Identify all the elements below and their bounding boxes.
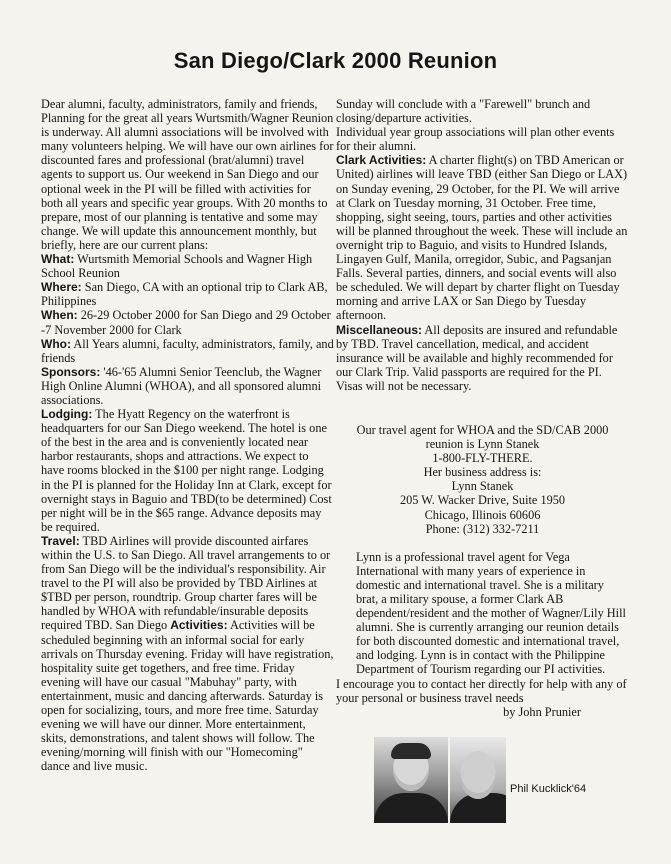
- lodging-item: [41, 407, 334, 534]
- what-label: What:: [41, 252, 75, 267]
- activities-text: Activities will be scheduled beginning with an informal social for early arrivals on Thursday evening. Friday will have registration, hospitality suite get togethers, and free time. Friday evening will have our casual "Mabuhay" party, with entertainment, music and dancing afterwards. Saturday is open for socializing, tours, and more free time. Saturday evening we will have our dinner. More entertainment, skits, demonstrations, and talent shows will follow. The evening/morning will finish with our "Homecoming" dance and live music.: [41, 618, 334, 774]
- agent-street: 205 W. Wacker Drive, Suite 1950: [399, 493, 566, 508]
- clark-label: Clark Activities:: [336, 153, 427, 168]
- photo-face: [460, 751, 496, 799]
- portrait-photo-current: [450, 737, 506, 823]
- who-label: Who:: [41, 336, 71, 351]
- travel-text: TBD Airlines will provide discounted airfares within the U.S. to San Diego. All travel arrangements to or from San Diego will be the individual's responsibility. Air travel to the PI will also be provided by TBD Airlines at $TBD per person, roundtrip. Group charter fares will be handled by WHOA with refundable/insurable deposits required TBD. San Diego: [41, 533, 331, 633]
- photo-suit: [374, 793, 448, 823]
- agent-line: Her business address is:: [423, 465, 542, 480]
- travel-label: Travel:: [41, 533, 80, 548]
- misc-text: All deposits are insured and refundable by TBD. Travel cancellation, medical, and accident insurance will be available and highly recommended for our Clark Trip. Valid passports are required for the PI. Visas will not be necessary.: [336, 322, 618, 393]
- when-text: 26-29 October 2000 for San Diego and 29 October -7 November 2000 for Clark: [41, 308, 331, 337]
- intro-paragraph: Planning for the great all years Wurtsmith/Wagner Reunion is underway. All alumni associations will be involved with many volunteers helping. We will have our own airlines for discounted fares and professional (brat/alumni) travel agents to support us. Our weekend in San Diego and our optional week in the PI will be filled with activities for both all years and specific year groups. With 20 months to prepare, most of our planning is tentative and some may change. We will update this announcement monthly, but briefly, here are our current plans:: [41, 111, 334, 252]
- misc-item: [336, 323, 629, 393]
- when-label: When:: [41, 308, 78, 323]
- lynn-paragraph: Lynn is a professional travel agent for Vega International with many years of experience in domestic and international travel. She is a military brat, a military spouse, a former Clark AB dependent/resident and the mother of Wagner/Lily Hill alumni. She is currently arranging our reunion details for both discounted domestic and international travel, and lodging. Lynn is in contact with the Philippine Department of Tourism regarding our PI activities.: [356, 549, 626, 677]
- clark-text: A charter flight(s) on TBD American or United) airlines will leave TBD (either San Diego or LAX) on Sunday evening, 29 October, for the PI. We will arrive at Clark on Tuesday morning, 31 October. Free time, shopping, sight seeing, tours, parties and other activities will be planned throughout the week. These will include an overnight trip to Baguio, and visits to Hundred Islands, Lingayen Gulf, Manila, orregidor, Subic, and Pagsanjan Falls. Several parties, dinners, and social events will also be scheduled. We will depart by charter flight on Tuesday morning and arrive LAX or San Diego by Tuesday afternoon.: [336, 153, 628, 323]
- right-column: [336, 97, 629, 719]
- portrait-photo-young: [374, 737, 448, 823]
- activities-label: Activities:: [170, 618, 228, 633]
- agent-phone: 1-800-FLY-THERE.: [432, 451, 533, 466]
- page-title: San Diego/Clark 2000 Reunion: [173, 48, 498, 73]
- lodging-label: Lodging:: [41, 407, 93, 422]
- misc-label: Miscellaneous:: [336, 322, 423, 337]
- encourage-paragraph: I encourage you to contact her directly for help with any of your personal or business travel needs: [336, 676, 627, 705]
- sponsors-item: [41, 365, 334, 407]
- where-text: San Diego, CA with an optional trip to Clark AB, Philippines: [41, 280, 328, 309]
- travel-item: [41, 534, 334, 774]
- sponsors-text: '46-'65 Alumni Senior Teenclub, the Wagner High Online Alumni (WHOA), and all sponsored alumni associations.: [41, 364, 322, 407]
- agent-name: Lynn Stanek: [451, 479, 514, 494]
- greeting: Dear alumni, faculty, administrators, family and friends,: [41, 97, 318, 111]
- where-label: Where:: [41, 280, 82, 295]
- clark-item: [336, 153, 629, 322]
- photo-hair: [391, 743, 431, 759]
- photo-caption: Phil Kucklick'64: [510, 783, 587, 795]
- agent-business-phone: Phone: (312) 332-7211: [425, 521, 540, 536]
- when-item: [41, 308, 334, 336]
- agent-line: reunion is Lynn Stanek: [425, 437, 540, 452]
- left-column: [41, 97, 334, 774]
- individual-paragraph: Individual year group associations will plan other events for their alumni.: [336, 125, 615, 154]
- where-item: [41, 280, 334, 308]
- sunday-paragraph: Sunday will conclude with a "Farewell" brunch and closing/departure activities.: [336, 97, 591, 126]
- byline: by John Prunier: [503, 704, 581, 719]
- who-text: All Years alumni, faculty, administrators, family, and friends: [41, 336, 334, 365]
- what-item: [41, 252, 334, 280]
- who-item: [41, 337, 334, 365]
- lodging-text: The Hyatt Regency on the waterfront is headquarters for our San Diego weekend. The hotel is one of the best in the area and is conveniently located near harbor restaurants, shops and attractions. We expect to have rooms blocked in the $100 per night range. Lodging in the PI is planned for the Holiday Inn at Clark, except for overnight stays in Baguio and TBD(to be determined) Cost per night will be in the $65 range. Advance deposits may be required.: [41, 407, 332, 534]
- travel-agent-block: [336, 423, 629, 536]
- sponsors-label: Sponsors:: [41, 364, 101, 379]
- agent-line: Our travel agent for WHOA and the SD/CAB 2000: [356, 422, 609, 437]
- agent-city: Chicago, Illinois 60606: [424, 507, 541, 522]
- what-text: Wurtsmith Memorial Schools and Wagner High School Reunion: [41, 252, 313, 281]
